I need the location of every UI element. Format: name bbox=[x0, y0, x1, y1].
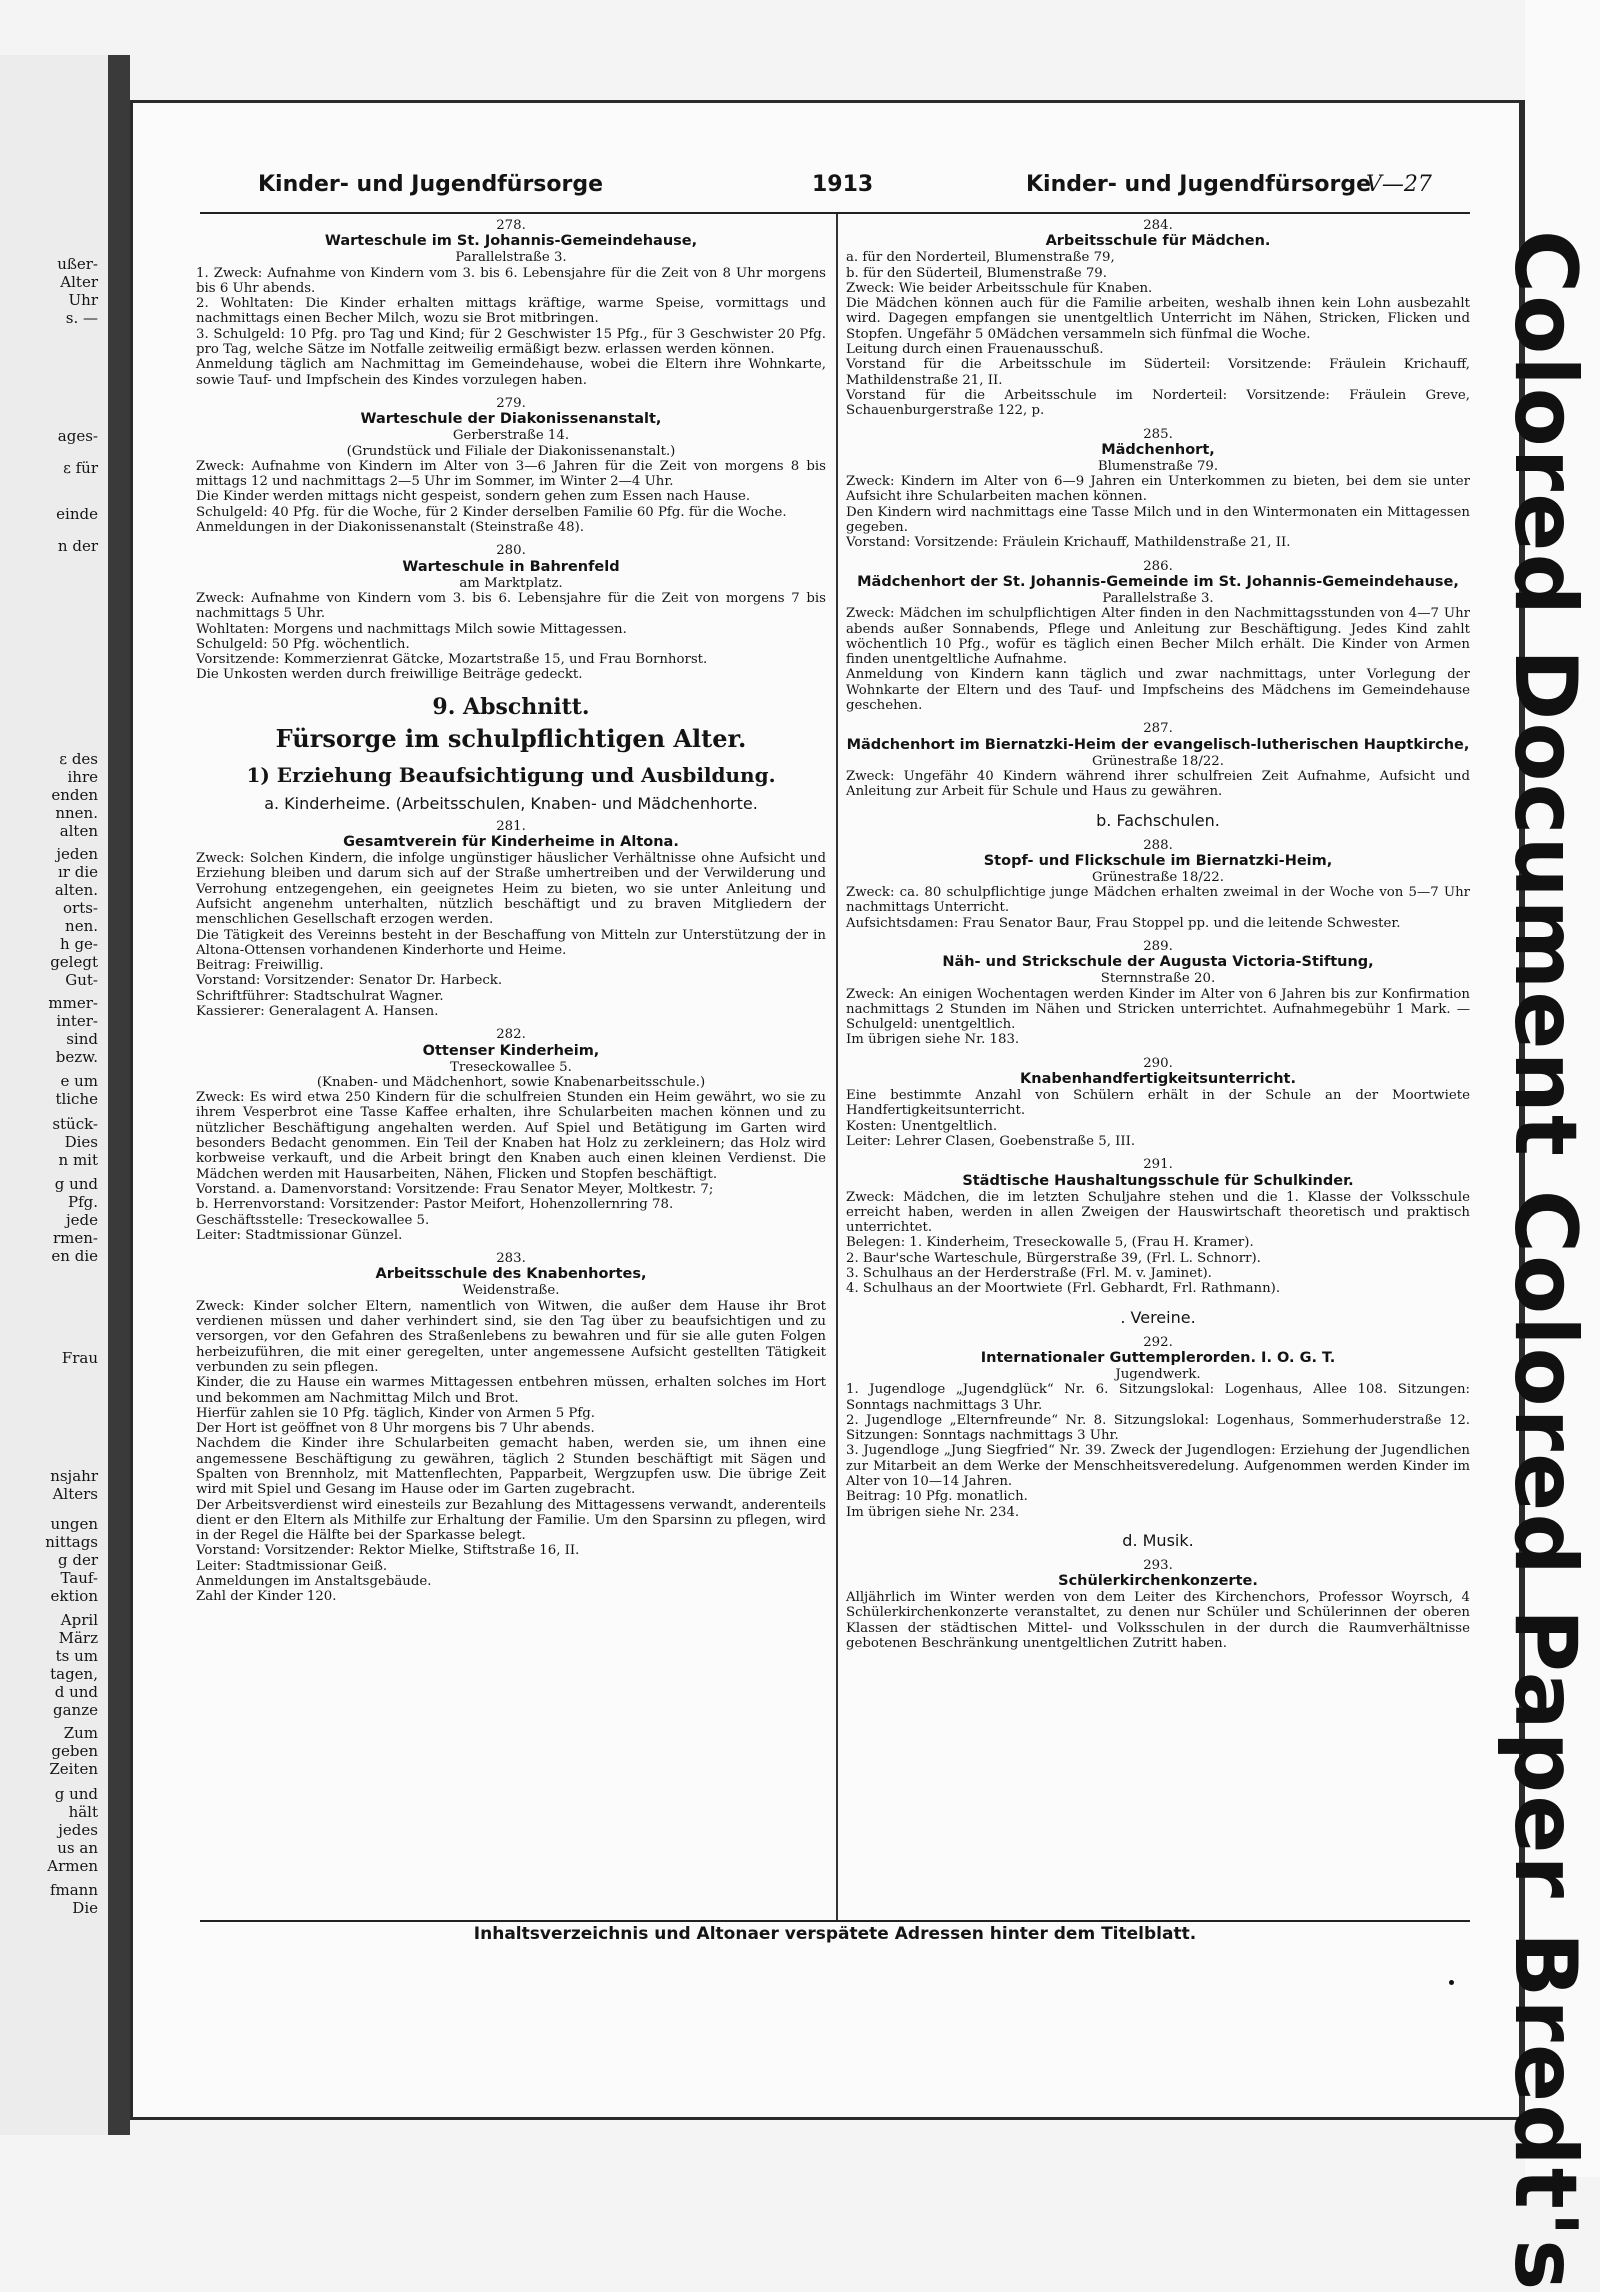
entry-title: Knabenhandfertigkeitsunterricht. bbox=[1020, 1071, 1296, 1088]
prev-page-line: Dies bbox=[64, 1133, 98, 1151]
subsection-heading: d. Musik. bbox=[1122, 1530, 1194, 1550]
entry-paragraph: Eine bestimmte Anzahl von Schülern erhält in der Schule an der Moortwiete Handfertigkeitsunterricht. bbox=[846, 1088, 1470, 1119]
entry-paragraph: Belegen: 1. Kinderheim, Treseckowalle 5, (Frau H. Kramer). bbox=[846, 1235, 1254, 1251]
prev-page-line: bezw. bbox=[55, 1048, 98, 1066]
entry-paragraph: Zweck: Mädchen, die im letzten Schuljahre stehen und die 1. Klasse der Volksschule erreicht haben, werden in allen Zweigen der Hauswirtschaft theoretisch und praktisch unterrichtet. bbox=[846, 1189, 1470, 1236]
entry-number: 292. bbox=[1143, 1334, 1173, 1350]
entry-paragraph: Im übrigen siehe Nr. 183. bbox=[846, 1032, 1020, 1048]
directory-entry bbox=[846, 1335, 1470, 1520]
prev-page-line: us an bbox=[57, 1839, 98, 1857]
directory-entry bbox=[196, 543, 826, 682]
entry-paragraph: 1. Zweck: Aufnahme von Kindern vom 3. bis 6. Lebensjahre für die Zeit von 8 Uhr morgens bis 6 Uhr abends. bbox=[196, 265, 826, 296]
directory-entry bbox=[196, 819, 826, 1020]
prev-page-line: alten bbox=[59, 822, 98, 840]
entry-title: Arbeitsschule für Mädchen. bbox=[1045, 233, 1271, 250]
prev-page-line: ihre bbox=[67, 768, 98, 786]
prev-page-line: inter- bbox=[56, 1012, 98, 1030]
prev-page-line: Tauf- bbox=[60, 1569, 98, 1587]
entry-paragraph: Anmeldung täglich am Nachmittag im Gemeindehause, wobei die Eltern ihre Wohnkarte, sowie Tauf- und Impfschein des Kindes vorzulegen haben. bbox=[196, 357, 826, 388]
prev-page-line: tagen, bbox=[50, 1665, 98, 1683]
entry-paragraph: Vorstand: Vorsitzender: Senator Dr. Harbeck. bbox=[196, 973, 503, 989]
adjacent-edge-strip bbox=[1495, 0, 1600, 2292]
header-year: 1913 bbox=[812, 172, 874, 197]
edge-label: Colored Document Colored Paper Bredt's bbox=[1495, 230, 1595, 2292]
prev-page-line: Alter bbox=[60, 273, 98, 291]
entry-paragraph: Zweck: Mädchen im schulpflichtigen Alter finden in den Nachmittagsstunden von 4—7 Uhr abends außer Sonnabends, Pflege und Anleitung zur Beschäftigung. Jedes Kind zahlt wöchentlich 10 Pfg., wofür es täglich einen Becher Milch erhält. Die Kinder von Armen finden unentgeltliche Aufnahme. bbox=[846, 606, 1470, 668]
entry-paragraph: Alljährlich im Winter werden von dem Leiter des Kirchenchors, Professor Woyrsch, 4 Schülerkirchenkonzerte veranstaltet, zu denen nur Schüler und Schülerinnen der oberen Klassen der städtischen Mittel- und Volksschulen in der durch die Raumverhältnisse gebotenen Beschränkung unentgeltlichen Zutritt haben. bbox=[846, 1590, 1470, 1652]
directory-entry bbox=[846, 939, 1470, 1048]
entry-paragraph: Vorstand für die Arbeitsschule im Süderteil: Vorsitzende: Fräulein Krichauff, Mathildenstraße 21, II. bbox=[846, 357, 1470, 388]
entry-title: Mädchenhort im Biernatzki-Heim der evangelisch-lutherischen Hauptkirche, bbox=[846, 736, 1470, 753]
entry-number: 290. bbox=[1143, 1055, 1173, 1071]
entry-paragraph: Den Kindern wird nachmittags eine Tasse Milch und in den Wintermonaten ein Mittagessen gegeben. bbox=[846, 504, 1470, 536]
prev-page-line: Zum bbox=[63, 1724, 98, 1742]
entry-paragraph: Schulgeld: 40 Pfg. für die Woche, für 2 Kinder derselben Familie 60 Pfg. für die Woche. bbox=[196, 504, 787, 520]
subsection-heading: b. Fachschulen. bbox=[1096, 810, 1220, 830]
prev-page-line: jedes bbox=[58, 1821, 98, 1839]
entry-paragraph: Die Kinder werden mittags nicht gespeist, sondern gehen zum Essen nach Hause. bbox=[196, 489, 751, 505]
entry-paragraph: Zweck: ca. 80 schulpflichtige junge Mädchen erhalten zweimal in der Woche von 5—7 Uhr nachmittags Unterricht. bbox=[846, 885, 1470, 916]
bottom-rule bbox=[200, 1920, 1470, 1922]
entry-number: 285. bbox=[1143, 426, 1173, 442]
prev-page-line: ır die bbox=[57, 863, 98, 881]
entry-paragraph: Vorsitzende: Kommerzienrat Gätcke, Mozartstraße 15, und Frau Bornhorst. bbox=[196, 652, 708, 668]
footer-note: Inhaltsverzeichnis und Altonaer verspätete Adressen hinter dem Titelblatt. bbox=[473, 1924, 1197, 1944]
prev-page-line: ε für bbox=[63, 459, 98, 477]
prev-page-line: Pfg. bbox=[67, 1193, 98, 1211]
prev-page-line: tliche bbox=[55, 1090, 98, 1108]
entry-paragraph: Die Tätigkeit des Vereinns besteht in der Beschaffung von Mitteln zur Unterstützung der in Altona-Ottensen vorhandenen Kinderhorte und Heime. bbox=[196, 927, 826, 958]
prev-page-line: Armen bbox=[47, 1857, 98, 1875]
prev-page-line: geben bbox=[51, 1742, 98, 1760]
entry-title: Näh- und Strickschule der Augusta Victoria-Stiftung, bbox=[942, 954, 1374, 971]
entry-paragraph: Vorstand für die Arbeitsschule im Norderteil: Vorsitzende: Fräulein Greve, Schauenburgerstraße 122, p. bbox=[846, 387, 1470, 419]
right-column bbox=[846, 218, 1470, 1659]
entry-paragraph: Vorstand: Vorsitzender: Rektor Mielke, Stiftstraße 16, II. bbox=[196, 1543, 580, 1559]
entry-paragraph: Zweck: Ungefähr 40 Kindern während ihrer schulfreien Zeit Aufnahme, Aufsicht und Anleitung zur Arbeit für Schule und Haus zu gewähren. bbox=[846, 768, 1470, 800]
entry-title: Schülerkirchenkonzerte. bbox=[1058, 1573, 1258, 1590]
entry-number: 283. bbox=[496, 1251, 526, 1267]
entry-note: (Knaben- und Mädchenhort, sowie Knabenarbeitsschule.) bbox=[316, 1074, 706, 1090]
section-title: Fürsorge im schulpflichtigen Alter. bbox=[275, 723, 747, 753]
entry-paragraph: Die Unkosten werden durch freiwillige Beiträge gedeckt. bbox=[196, 667, 583, 683]
entry-address: am Marktplatz. bbox=[459, 575, 563, 591]
entry-address: Parallelstraße 3. bbox=[1102, 590, 1214, 606]
entry-paragraph: Zweck: Wie beider Arbeitsschule für Knaben. bbox=[846, 280, 1153, 296]
header-right-title: Kinder- und Jugendfürsorge bbox=[1026, 172, 1372, 197]
prev-page-line: nen. bbox=[65, 917, 98, 935]
section-block bbox=[196, 693, 826, 815]
running-header bbox=[200, 168, 1470, 214]
entry-paragraph: Kosten: Unentgeltlich. bbox=[846, 1118, 998, 1134]
directory-entry bbox=[846, 218, 1470, 419]
entry-paragraph: Anmeldungen in der Diakonissenanstalt (Steinstraße 48). bbox=[196, 520, 585, 536]
prev-page-line: nsjahr bbox=[50, 1467, 98, 1485]
entry-paragraph: Zweck: Aufnahme von Kindern im Alter von 3—6 Jahren für die Zeit von morgens 8 bis mittags 12 und nachmittags 2—5 Uhr im Sommer, im Winter 2—4 Uhr. bbox=[196, 458, 826, 490]
entry-paragraph: Schriftführer: Stadtschulrat Wagner. bbox=[196, 988, 444, 1004]
entry-number: 289. bbox=[1143, 938, 1173, 954]
section-subtitle: 1) Erziehung Beaufsichtigung und Ausbildung. bbox=[246, 762, 776, 787]
prev-page-line: einde bbox=[56, 505, 98, 523]
entry-paragraph: b. Herrenvorstand: Vorsitzender: Pastor Meifort, Hohenzollernring 78. bbox=[196, 1197, 674, 1213]
entry-paragraph: Der Hort ist geöffnet von 8 Uhr morgens bis 7 Uhr abends. bbox=[196, 1421, 595, 1437]
prev-page-line: Uhr bbox=[68, 291, 98, 309]
prev-page-line: März bbox=[58, 1629, 98, 1647]
left-entries-group bbox=[196, 819, 826, 1605]
prev-page-line: ußer- bbox=[57, 255, 98, 273]
entry-paragraph: Leiter: Stadtmissionar Günzel. bbox=[196, 1227, 403, 1243]
entry-paragraph: Vorstand: Vorsitzende: Fräulein Krichauff, Mathildenstraße 21, II. bbox=[846, 535, 1291, 551]
entry-paragraph: Kassierer: Generalagent A. Hansen. bbox=[196, 1003, 439, 1019]
entry-number: 281. bbox=[496, 818, 526, 834]
entry-address: Parallelstraße 3. bbox=[455, 250, 567, 266]
directory-entry bbox=[846, 559, 1470, 714]
entry-title: Warteschule in Bahrenfeld bbox=[402, 558, 620, 575]
column-divider bbox=[836, 214, 838, 1920]
entry-paragraph: Hierfür zahlen sie 10 Pfg. täglich, Kinder von Armen 5 Pfg. bbox=[196, 1405, 595, 1421]
prev-page-line: sind bbox=[66, 1030, 98, 1048]
entry-number: 288. bbox=[1143, 837, 1173, 853]
entry-paragraph: 1. Jugendloge „Jugendglück“ Nr. 6. Sitzungslokal: Logenhaus, Allee 108. Sitzungen: Sonntags nachmittags 3 Uhr. bbox=[846, 1382, 1470, 1413]
right-entries-group bbox=[846, 1335, 1470, 1520]
ink-dot bbox=[1449, 1980, 1454, 1985]
entry-paragraph: Wohltaten: Morgens und nachmittags Milch sowie Mittagessen. bbox=[196, 621, 627, 637]
directory-entry bbox=[196, 218, 826, 388]
directory-entry bbox=[846, 1558, 1470, 1651]
entry-paragraph: Kinder, die zu Hause ein warmes Mittagessen entbehren müssen, erhalten solches im Hort und bekommen am Nachmittag Milch und Brot. bbox=[196, 1375, 826, 1406]
entry-number: 287. bbox=[1143, 721, 1173, 737]
prev-page-line: d und bbox=[54, 1683, 98, 1701]
prev-page-line: enden bbox=[51, 786, 98, 804]
prev-page-line: Alters bbox=[52, 1485, 98, 1503]
entry-paragraph: Zweck: Kindern im Alter von 6—9 Jahren ein Unterkommen zu bieten, bei dem sie unter Aufsicht ihre Schularbeiten machen können. bbox=[846, 474, 1470, 505]
prev-page-line: ages- bbox=[57, 427, 98, 445]
prev-page-line: en die bbox=[51, 1247, 98, 1265]
entry-address: Weidenstraße. bbox=[462, 1283, 560, 1299]
directory-entry bbox=[846, 838, 1470, 931]
entry-paragraph: 3. Schulhaus an der Herderstraße (Frl. M. v. Jaminet). bbox=[846, 1266, 1212, 1282]
entry-address: Grünestraße 18/22. bbox=[1092, 869, 1224, 885]
prev-page-line: g der bbox=[57, 1551, 98, 1569]
entry-paragraph: Beitrag: Freiwillig. bbox=[196, 958, 324, 974]
prev-page-line: ektion bbox=[50, 1587, 98, 1605]
prev-page-line: fmann bbox=[49, 1881, 98, 1899]
prev-page-line: ε des bbox=[59, 750, 98, 768]
directory-entry bbox=[846, 427, 1470, 551]
entry-address: Grünestraße 18/22. bbox=[1092, 753, 1224, 769]
prev-page-line: ts um bbox=[55, 1647, 98, 1665]
entry-note: (Grundstück und Filiale der Diakonissenanstalt.) bbox=[346, 443, 676, 459]
entry-address: Blumenstraße 79. bbox=[1097, 458, 1219, 474]
directory-entry bbox=[846, 721, 1470, 799]
entry-paragraph: 3. Jugendloge „Jung Siegfried“ Nr. 39. Zweck der Jugendlogen: Erziehung der Jugendlichen zur Mitarbeit an dem Werke der Menschheitsveredelung. Aufgenommen werden Kinder im Alter von 10—14 Jahren. bbox=[846, 1443, 1470, 1489]
entry-title: Städtische Haushaltungsschule für Schulkinder. bbox=[962, 1172, 1354, 1189]
entry-paragraph: Anmeldung von Kindern kann täglich und zwar nachmittags, unter Vorlegung der Wohnkarte der Eltern und des Tauf- und Impfscheins des Mädchens im Gemeindehause geschehen. bbox=[846, 667, 1470, 714]
entry-title: Mädchenhort der St. Johannis-Gemeinde im St. Johannis-Gemeindehause, bbox=[857, 573, 1459, 590]
entry-paragraph: 3. Schulgeld: 10 Pfg. pro Tag und Kind; für 2 Geschwister 15 Pfg., für 3 Geschwister 20 Pfg. pro Tag, welche Sätze im Notfalle zeitweilig ermäßigt bezw. erlassen werden können. bbox=[196, 326, 826, 358]
entry-paragraph: Die Mädchen können auch für die Familie arbeiten, weshalb ihnen kein Lohn ausbezahlt wird. Dagegen empfangen sie unentgeltlich Unterricht im Nähen, Stricken, Flicken und Stopfen. Ungefähr 5 0Mädchen versammeln sich fünfmal die Woche. bbox=[846, 296, 1470, 342]
prev-page-line: rmen- bbox=[53, 1229, 98, 1247]
entry-number: 278. bbox=[496, 218, 526, 233]
entry-address: Sternnstraße 20. bbox=[1100, 971, 1216, 987]
entry-paragraph: 2. Jugendloge „Elternfreunde“ Nr. 8. Sitzungslokal: Logenhaus, Sommerhuderstraße 12. Sitzungen: Sonntags nachmittags 3 Uhr. bbox=[846, 1412, 1470, 1444]
page-number: V—27 bbox=[1366, 172, 1432, 197]
entry-title: Internationaler Guttemplerorden. I. O. G. T. bbox=[980, 1349, 1336, 1366]
prev-page-line: g und bbox=[54, 1175, 98, 1193]
prev-page-line: ganze bbox=[53, 1701, 98, 1719]
entry-paragraph: Schulgeld: 50 Pfg. wöchentlich. bbox=[196, 636, 410, 652]
right-entries-group bbox=[846, 1558, 1470, 1651]
prev-page-line: nittags bbox=[45, 1533, 98, 1551]
prev-page-line: e um bbox=[60, 1072, 98, 1090]
prev-page-line: s. — bbox=[65, 309, 98, 327]
previous-page-strip bbox=[0, 55, 111, 2135]
entry-title: Warteschule im St. Johannis-Gemeindehause, bbox=[324, 233, 698, 250]
entry-title: Gesamtverein für Kinderheime in Altona. bbox=[343, 834, 679, 851]
entry-paragraph: 2. Baur'sche Warteschule, Bürgerstraße 39, (Frl. L. Schnorr). bbox=[846, 1250, 1261, 1266]
entry-paragraph: Im übrigen siehe Nr. 234. bbox=[846, 1504, 1020, 1520]
entry-title: Warteschule der Diakonissenanstalt, bbox=[360, 411, 662, 428]
entry-paragraph: Leiter: Lehrer Clasen, Goebenstraße 5, III. bbox=[846, 1133, 1136, 1149]
entry-paragraph: Aufsichtsdamen: Frau Senator Baur, Frau Stoppel pp. und die leitende Schwester. bbox=[846, 915, 1401, 931]
entry-title: Stopf- und Flickschule im Biernatzki-Heim, bbox=[983, 852, 1333, 869]
directory-entry bbox=[196, 396, 826, 535]
left-column bbox=[196, 218, 826, 1613]
header-left-title: Kinder- und Jugendfürsorge bbox=[258, 172, 604, 197]
entry-paragraph: Beitrag: 10 Pfg. monatlich. bbox=[846, 1489, 1028, 1505]
prev-page-line: April bbox=[60, 1611, 98, 1629]
prev-page-line: mmer- bbox=[48, 994, 98, 1012]
entry-paragraph: Zahl der Kinder 120. bbox=[196, 1589, 337, 1605]
prev-page-line: nnen. bbox=[55, 804, 98, 822]
entry-number: 279. bbox=[496, 395, 526, 411]
entry-title: Mädchenhort, bbox=[1101, 441, 1215, 458]
entry-paragraph: Nachdem die Kinder ihre Schularbeiten gemacht haben, werden sie, um ihnen eine angemessene Beschäftigung zu gewähren, täglich 2 Stunden beschäftigt mit Sägen und Spalten von Brennholz, mit Mattenflechten, Papparbeit, Wergzupfen usw. Die übrige Zeit wird mit Spiel und Gesang im Hause oder im Garten zugebracht. bbox=[196, 1436, 826, 1498]
prev-page-line: g und bbox=[54, 1785, 98, 1803]
entry-paragraph: 4. Schulhaus an der Moortwiete (Frl. Gebhardt, Frl. Rathmann). bbox=[846, 1281, 1281, 1297]
prev-page-line: orts- bbox=[63, 899, 98, 917]
entry-number: 284. bbox=[1143, 218, 1173, 233]
entry-paragraph: Leitung durch einen Frauenausschuß. bbox=[846, 342, 1104, 358]
right-entries-group bbox=[846, 838, 1470, 1297]
prev-page-line: Zeiten bbox=[49, 1760, 98, 1778]
entry-paragraph: b. für den Süderteil, Blumenstraße 79. bbox=[846, 265, 1107, 281]
prev-page-line: ungen bbox=[50, 1515, 98, 1533]
entry-paragraph: Vorstand. a. Damenvorstand: Vorsitzende: Frau Senator Meyer, Moltkestr. 7; bbox=[196, 1181, 714, 1197]
prev-page-line: n mit bbox=[58, 1151, 98, 1169]
entry-paragraph: Geschäftsstelle: Treseckowallee 5. bbox=[196, 1212, 430, 1228]
entry-address: Jugendwerk. bbox=[1115, 1366, 1201, 1382]
prev-page-line: gelegt bbox=[50, 953, 98, 971]
prev-page-line: alten. bbox=[54, 881, 98, 899]
prev-page-line: h ge- bbox=[60, 935, 98, 953]
entry-paragraph: Der Arbeitsverdienst wird einesteils zur Bezahlung des Mittagessens verwandt, anderenteils dient er den Eltern als Mithilfe zur Erhaltung der Familie. Um den Sparsinn zu pflegen, wird in der Regel die Hälfte bei der Sparkasse belegt. bbox=[196, 1497, 826, 1544]
entry-number: 293. bbox=[1143, 1557, 1173, 1573]
left-entries-group bbox=[196, 218, 826, 683]
prev-page-line: Gut- bbox=[65, 971, 98, 989]
directory-entry bbox=[846, 1056, 1470, 1149]
entry-title: Ottenser Kinderheim, bbox=[422, 1042, 600, 1059]
directory-entry bbox=[846, 1157, 1470, 1296]
prev-page-line: hält bbox=[68, 1803, 98, 1821]
entry-number: 291. bbox=[1143, 1157, 1173, 1173]
directory-entry bbox=[196, 1251, 826, 1605]
prev-page-line: jede bbox=[65, 1211, 98, 1229]
prev-page-line: n der bbox=[57, 537, 98, 555]
entry-paragraph: Zweck: An einigen Wochentagen werden Kinder im Alter von 6 Jahren bis zur Konfirmation nachmittags 2 Stunden im Nähen und Stricken unterrichtet. Aufnahmegebühr 1 Mark. — Schulgeld: unentgeltlich. bbox=[846, 986, 1470, 1033]
entry-title: Arbeitsschule des Knabenhortes, bbox=[375, 1266, 647, 1283]
prev-page-line: Die bbox=[72, 1899, 98, 1917]
entry-number: 282. bbox=[496, 1027, 526, 1043]
entry-paragraph: Leiter: Stadtmissionar Geiß. bbox=[196, 1558, 388, 1574]
entry-paragraph: Zweck: Solchen Kindern, die infolge ungünstiger häuslicher Verhältnisse ohne Aufsicht und Erziehung bleiben und darum sich auf der Straße umhertreiben und der Verwilderung und Verrohung entzegengehen, ein geeignetes Heim zu bieten, wo sie unter Anleitung und Aufsicht angenehm unterhalten, nützlich beschäftigt und zu braven Mitgliedern der menschlichen Gesellschaft erzogen werden. bbox=[196, 851, 826, 928]
section-heading: 9. Abschnitt. bbox=[432, 693, 590, 720]
entry-address: Treseckowallee 5. bbox=[450, 1059, 572, 1075]
book-gutter bbox=[108, 55, 130, 2135]
entry-address: Gerberstraße 14. bbox=[452, 428, 570, 444]
entry-number: 280. bbox=[496, 543, 526, 559]
entry-paragraph: Zweck: Aufnahme von Kindern vom 3. bis 6. Lebensjahre für die Zeit von morgens 7 bis nachmittags 5 Uhr. bbox=[196, 590, 826, 622]
entry-paragraph: Zweck: Es wird etwa 250 Kindern für die schulfreien Stunden ein Heim gewährt, wo sie zu ihrem Vesperbrot eine Tasse Kaffee erhalten, ihre Schularbeiten machen können und zu nützlicher Beschäftigung angehalten werden. Auf Spiel und Betätigung im Garten wird besonders Bedacht genommen. Ein Teil der Knaben hat Holz zu zerkleinern; das Holz wird korbweise verkauft, und die Arbeit bringt den Knaben auch einen kleinen Verdienst. Die Mädchen werden mit Hausarbeiten, Nähen, Flicken und Stopfen beschäftigt. bbox=[196, 1090, 826, 1182]
entry-number: 286. bbox=[1143, 558, 1173, 574]
prev-page-line: Frau bbox=[61, 1349, 98, 1367]
entry-paragraph: Zweck: Kinder solcher Eltern, namentlich von Witwen, die außer dem Hause ihr Brot verdienen müssen und daher verhindert sind, sie den Tag über zu beaufsichtigen und zu versorgen, vor den Gefahren des Straßenlebens zu bewahren und für sie alle guten Folgen herbeizuführen, die mit einer geregelten, unter angemessene Aufsicht gestellten Tätigkeit verbunden zu sein pflegen. bbox=[196, 1298, 826, 1375]
prev-page-line: stück- bbox=[52, 1115, 98, 1133]
entry-paragraph: Anmeldungen im Anstaltsgebäude. bbox=[196, 1574, 432, 1590]
right-entries-group bbox=[846, 218, 1470, 800]
entry-paragraph: a. für den Norderteil, Blumenstraße 79, bbox=[846, 250, 1115, 266]
directory-entry bbox=[196, 1027, 826, 1243]
prev-page-line: jeden bbox=[56, 845, 98, 863]
subsection-heading: a. Kinderheime. (Arbeitsschulen, Knaben- und Mädchenhorte. bbox=[264, 793, 758, 813]
subsection-heading: . Vereine. bbox=[1120, 1307, 1196, 1327]
entry-paragraph: 2. Wohltaten: Die Kinder erhalten mittags kräftige, warme Speise, vormittags und nachmittags einen Becher Milch, wozu sie Brot mitbringen. bbox=[196, 296, 826, 327]
